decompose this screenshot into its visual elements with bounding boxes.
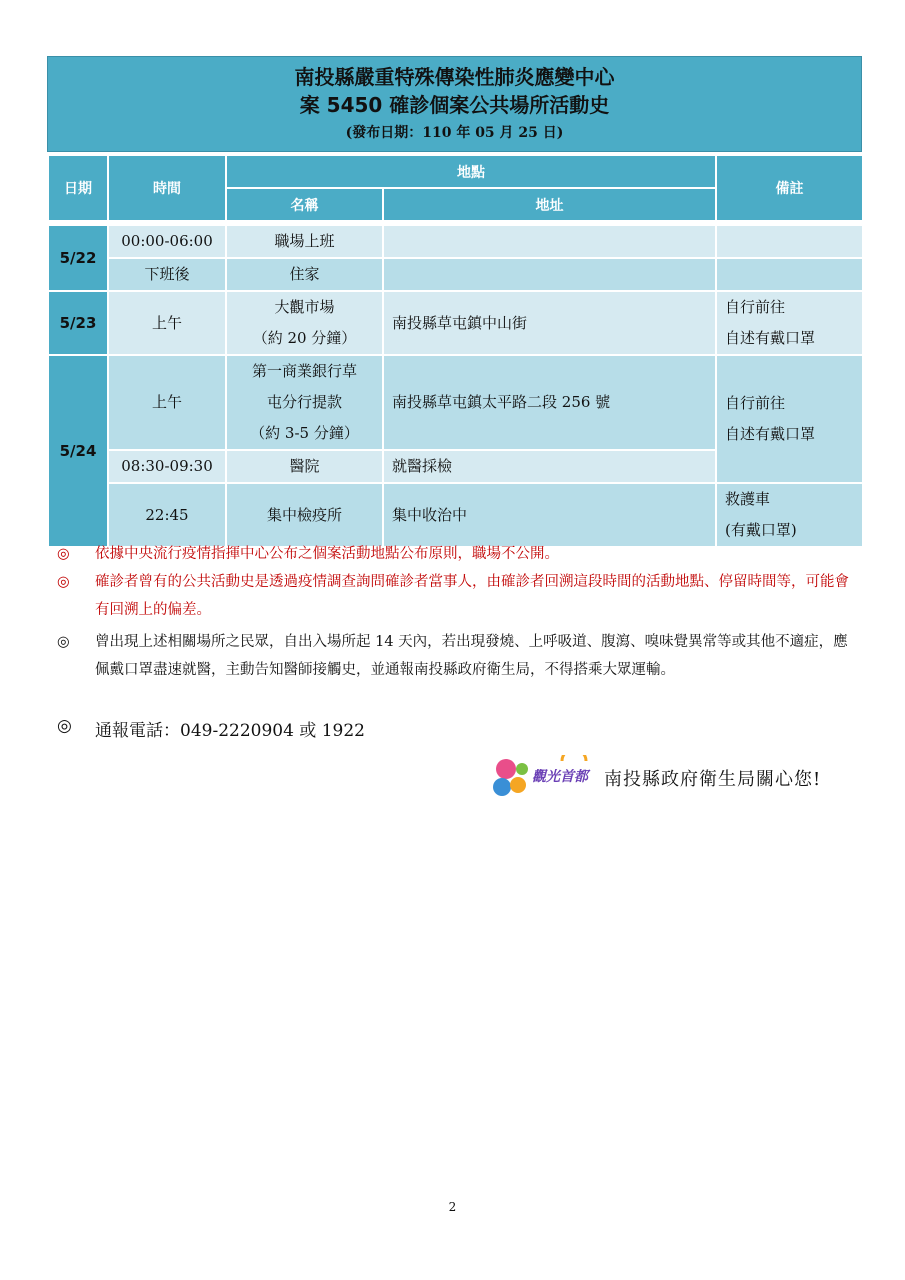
note-cell: [716, 291, 863, 355]
place-name-cell: [226, 355, 383, 450]
place-name-line: （約 3-5 分鐘）: [250, 424, 359, 442]
header-date: 日期: [48, 155, 108, 221]
phone-line: [57, 716, 365, 741]
page-number: 2: [448, 1200, 457, 1214]
title-line-2: 案 5450 確診個案公共場所活動史: [299, 93, 610, 117]
note-item: [57, 568, 857, 624]
date-cell: 5/24: [48, 355, 108, 547]
notes-section: [57, 540, 857, 684]
place-name-line: 大觀市場: [274, 298, 335, 316]
time-cell: 上午: [108, 355, 226, 450]
header-location: 地點: [226, 155, 716, 188]
table-row: [48, 225, 863, 258]
place-name-line: （約 20 分鐘）: [252, 329, 357, 347]
header-name: 名稱: [226, 188, 383, 221]
double-circle-icon: ◎: [57, 546, 70, 562]
note-cell: [716, 258, 863, 291]
logo-text: 觀光首都: [532, 769, 588, 785]
note-text: 確診者曾有的公共活動史是透過疫情調查詢問確診者當事人，由確診者回溯這段時間的活動地點、停留時間等，可能會有回溯上的偏差。: [95, 574, 849, 618]
footer: [492, 755, 821, 801]
tourism-logo: [492, 755, 592, 801]
address-cell: [383, 225, 716, 258]
note-line: 自述有戴口罩: [725, 329, 816, 347]
title-block: [47, 56, 862, 152]
header-address: 地址: [383, 188, 716, 221]
date-cell: 5/23: [48, 291, 108, 355]
date-cell: 5/22: [48, 225, 108, 291]
address-cell: 就醫採檢: [383, 450, 716, 483]
title-block-wrapper: [47, 56, 862, 152]
note-item: [57, 628, 857, 684]
time-cell: 08:30-09:30: [108, 450, 226, 483]
table-row: [48, 483, 863, 547]
header-note: 備註: [716, 155, 863, 221]
note-line: 自述有戴口罩: [725, 425, 816, 443]
note-line: (有戴口罩): [725, 521, 797, 539]
note-text: 依據中央流行疫情指揮中心公布之個案活動地點公布原則，職場不公開。: [95, 546, 559, 562]
double-circle-icon: ◎: [57, 574, 70, 590]
note-line: 自行前往: [725, 394, 786, 412]
phone-text: 通報電話：049-2220904 或 1922: [95, 721, 365, 741]
header-time: 時間: [108, 155, 226, 221]
place-name-cell: [226, 291, 383, 355]
place-name-cell: 集中檢疫所: [226, 483, 383, 547]
address-cell: 南投縣草屯鎮太平路二段 256 號: [383, 355, 716, 450]
note-cell: [716, 483, 863, 547]
address-cell: [383, 258, 716, 291]
double-circle-icon: ◎: [57, 716, 72, 736]
activity-history-table: [47, 154, 864, 548]
publish-date: (發布日期：110 年 05 月 25 日): [345, 125, 564, 141]
note-cell: [716, 225, 863, 258]
place-name-cell: 醫院: [226, 450, 383, 483]
time-cell: 00:00-06:00: [108, 225, 226, 258]
title-line-1: 南投縣嚴重特殊傳染性肺炎應變中心: [294, 65, 615, 89]
note-line: 自行前往: [725, 298, 786, 316]
table-row: [48, 355, 863, 450]
table-row: [48, 291, 863, 355]
note-line: 救護車: [725, 490, 771, 508]
double-circle-icon: ◎: [57, 634, 70, 650]
time-cell: 上午: [108, 291, 226, 355]
note-item: [57, 540, 857, 568]
table-row: [48, 258, 863, 291]
note-text: 曾出現上述相關場所之民眾，自出入場所起 14 天內，若出現發燒、上呼吸道、腹瀉、嗅味覺異常等或其他不適症，應佩戴口罩盡速就醫，主動告知醫師接觸史，並通報南投縣政府衛生局，不得搭乘大眾運輸。: [95, 634, 848, 678]
footer-message: 南投縣政府衛生局關心您!: [604, 769, 822, 790]
time-cell: 22:45: [108, 483, 226, 547]
place-name-line: 屯分行提款: [266, 393, 342, 411]
address-cell: 集中收治中: [383, 483, 716, 547]
place-name-line: 第一商業銀行草: [251, 362, 357, 380]
place-name-cell: 職場上班: [226, 225, 383, 258]
time-cell: 下班後: [108, 258, 226, 291]
address-cell: 南投縣草屯鎮中山街: [383, 291, 716, 355]
note-cell: [716, 355, 863, 483]
place-name-cell: 住家: [226, 258, 383, 291]
